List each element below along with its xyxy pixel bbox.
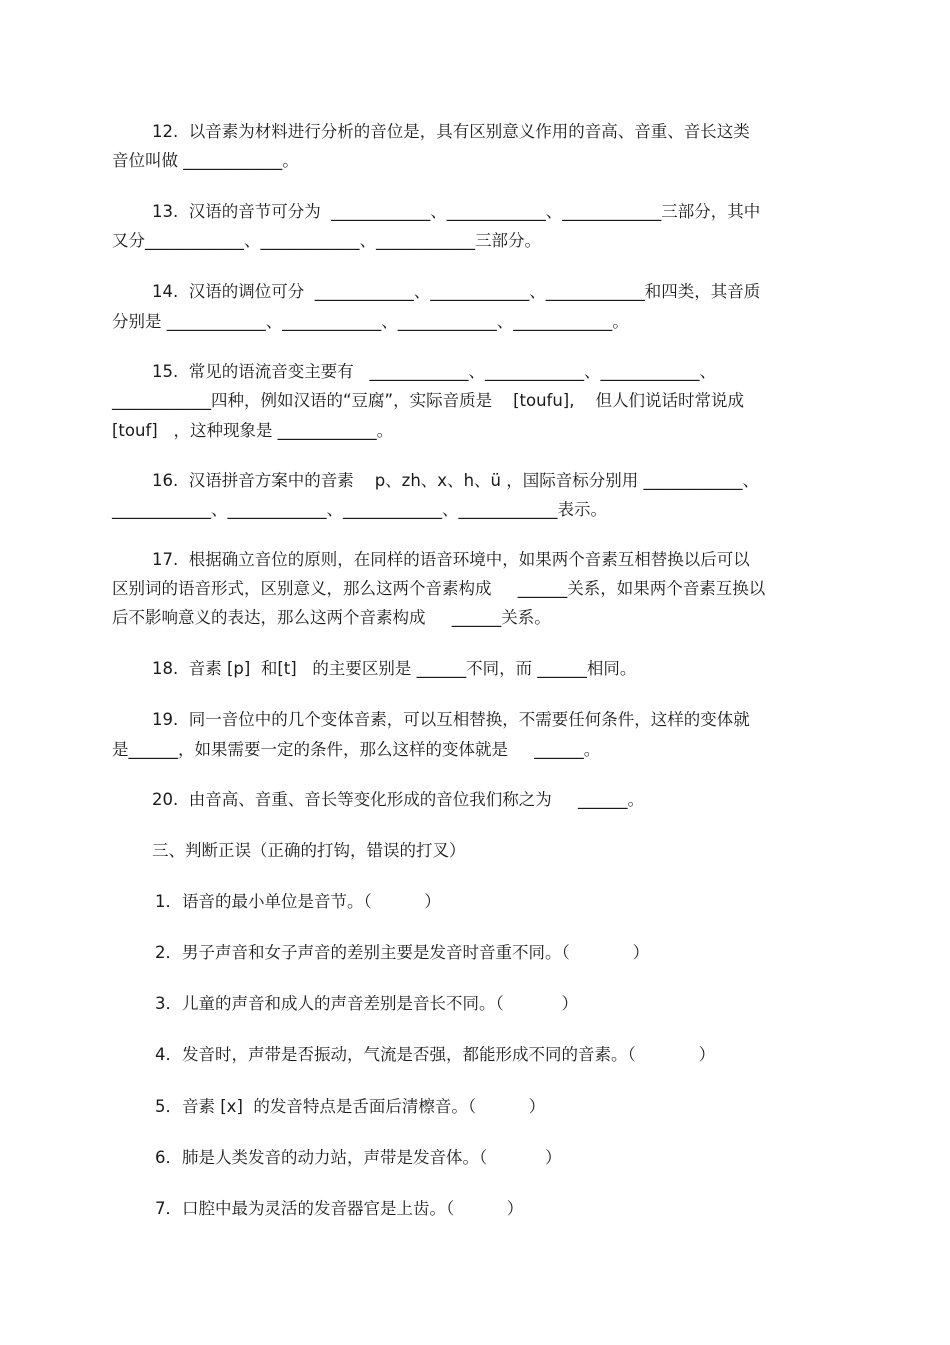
q14-line1: 14. 汉语的调位可分 ____________、____________、____________和四类，其音质 (152, 282, 761, 301)
q12-line1: 12. 以音素为材料进行分析的音位是，具有区别意义作用的音高、音重、音长这类 (152, 122, 750, 141)
judge-item-4: 4．发音时，声带是否振动，气流是否强，都能形成不同的音素。（ ） (155, 1045, 716, 1064)
judge-item-7: 7．口腔中最为灵活的发音器官是上齿。（ ） (155, 1199, 524, 1218)
q17-line3: 后不影响意义的表达，那么这两个音素构成 ______关系。 (112, 608, 551, 627)
q16-line1: 16. 汉语拼音方案中的音素 p、zh、x、h、ü ，国际音标分别用 ____________、 (152, 471, 759, 490)
q13-line1: 13. 汉语的音节可分为 ____________、____________、____________三部分，其中 (152, 202, 761, 221)
q15-line2: ____________四种，例如汉语的“豆腐”，实际音质是 [toufu], 但人们说话时常说成 (112, 391, 744, 410)
q18-line1: 18. 音素 [p] 和[t] 的主要区别是 ______不同，而 ______相同。 (152, 659, 637, 678)
q17-line2: 区别词的语音形式，区别意义，那么这两个音素构成 ______关系，如果两个音素互换以 (112, 579, 766, 598)
judge-item-6: 6．肺是人类发音的动力站，声带是发音体。（ ） (155, 1148, 562, 1167)
q19-line1: 19. 同一音位中的几个变体音素，可以互相替换，不需要任何条件，这样的变体就 (152, 710, 750, 729)
q20-line1: 20. 由音高、音重、音长等变化形成的音位我们称之为 ______。 (152, 790, 644, 809)
q17-line1: 17. 根据确立音位的原则，在同样的语音环境中，如果两个音素互相替换以后可以 (152, 550, 750, 569)
section-three-heading: 三、判断正误（正确的打钩，错误的打叉） (152, 841, 466, 860)
q12-line2: 音位叫做 ____________。 (112, 151, 299, 170)
q19-line2: 是______，如果需要一定的条件，那么这样的变体就是 ______。 (112, 740, 601, 759)
q15-line3: [touf] ，这种现象是 ____________。 (112, 421, 394, 440)
q13-line2: 又分____________、____________、____________三部分。 (112, 231, 541, 250)
q15-line1: 15. 常见的语流音变主要有 ____________、____________、____________、 (152, 362, 716, 381)
judge-item-1: 1．语音的最小单位是音节。（ ） (155, 892, 441, 911)
q16-line2: ____________、____________、____________、____________表示。 (112, 500, 607, 519)
judge-item-5: 5．音素 [x] 的发音特点是舌面后清檫音。（ ） (155, 1097, 546, 1116)
judge-item-2: 2．男子声音和女子声音的差别主要是发音时音重不同。（ ） (155, 943, 650, 962)
judge-item-3: 3．儿童的声音和成人的声音差别是音长不同。（ ） (155, 994, 578, 1013)
q14-line2: 分别是 ____________、____________、____________、____________。 (112, 312, 629, 331)
